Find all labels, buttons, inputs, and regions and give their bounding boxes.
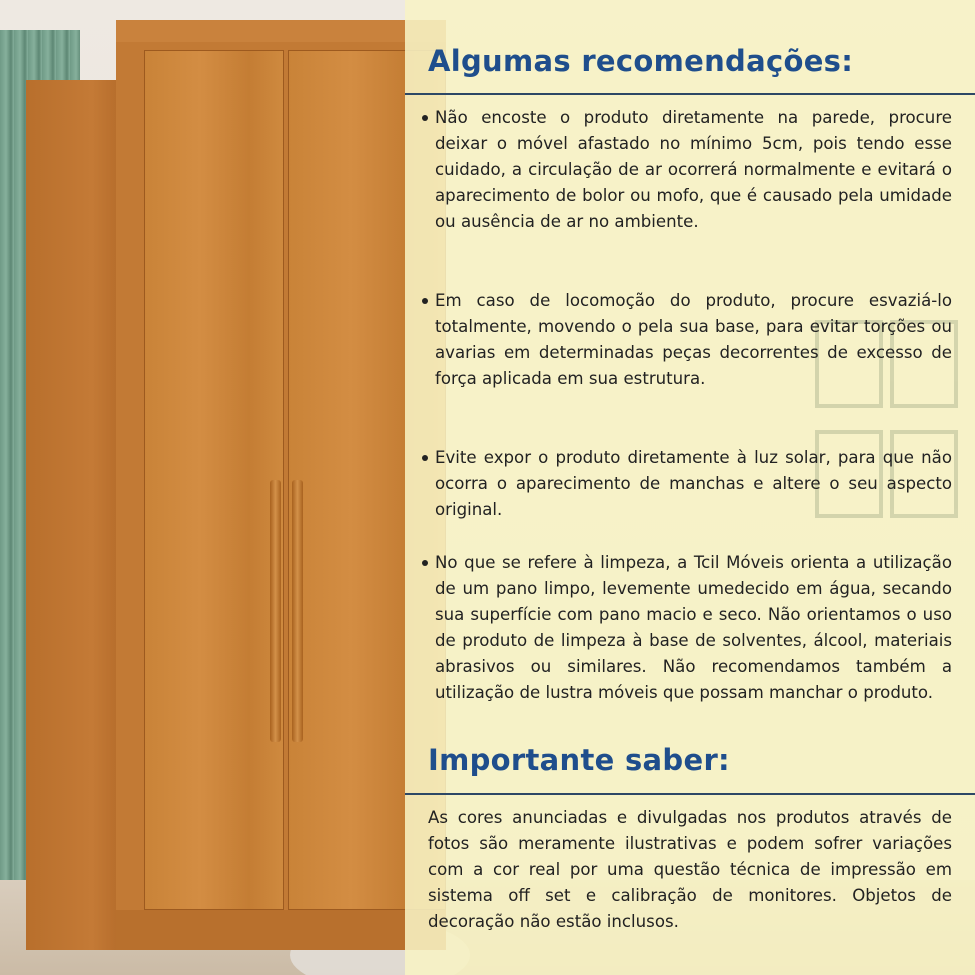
wardrobe-image bbox=[26, 20, 446, 950]
bullet-dot bbox=[422, 115, 428, 121]
recommendation-item: No que se refere à limpeza, a Tcil Móveis orienta a utilização de um pano limpo, levemente umedecido em água, secando sua superfície com pano macio e seco. Não orientamos o uso de produto de limpeza à base de solventes, álcool, materiais abrasivos ou similares. Não recomendamos também a utilização de lustra móveis que possam manchar o produto. bbox=[435, 553, 952, 702]
bullet-dot bbox=[422, 455, 428, 461]
important-note: As cores anunciadas e divulgadas nos produtos através de fotos são meramente ilustrativas e podem sofrer variações com a cor real por uma questão técnica de impressão em sistema off set e calibração de monitores. Objetos de decoração não estão inclusos. bbox=[428, 808, 952, 931]
title-underline bbox=[405, 93, 975, 95]
recommendations-title: Algumas recomendações: bbox=[428, 44, 854, 78]
title-underline bbox=[405, 793, 975, 795]
important-title: Importante saber: bbox=[428, 743, 730, 777]
bullet-dot bbox=[422, 560, 428, 566]
recommendation-item: Evite expor o produto diretamente à luz solar, para que não ocorra o aparecimento de manchas e altere o seu aspecto original. bbox=[435, 448, 952, 519]
door-handle-right bbox=[292, 480, 303, 742]
wardrobe-top bbox=[116, 20, 446, 42]
wardrobe-base bbox=[116, 910, 446, 950]
wardrobe-door-left bbox=[144, 50, 284, 910]
recommendation-item: Em caso de locomoção do produto, procure esvaziá-lo totalmente, movendo o pela sua base, para evitar torções ou avarias em determinadas peças decorrentes de excesso de força aplicada em sua estrutura. bbox=[435, 291, 952, 388]
bullet-dot bbox=[422, 298, 428, 304]
door-handle-left bbox=[270, 480, 281, 742]
recommendation-item: Não encoste o produto diretamente na parede, procure deixar o móvel afastado no mínimo 5cm, pois tendo esse cuidado, a circulação de ar ocorrerá normalmente e evitará o aparecimento de bolor ou mofo, que é causado pela umidade ou ausência de ar no ambiente. bbox=[435, 108, 952, 231]
